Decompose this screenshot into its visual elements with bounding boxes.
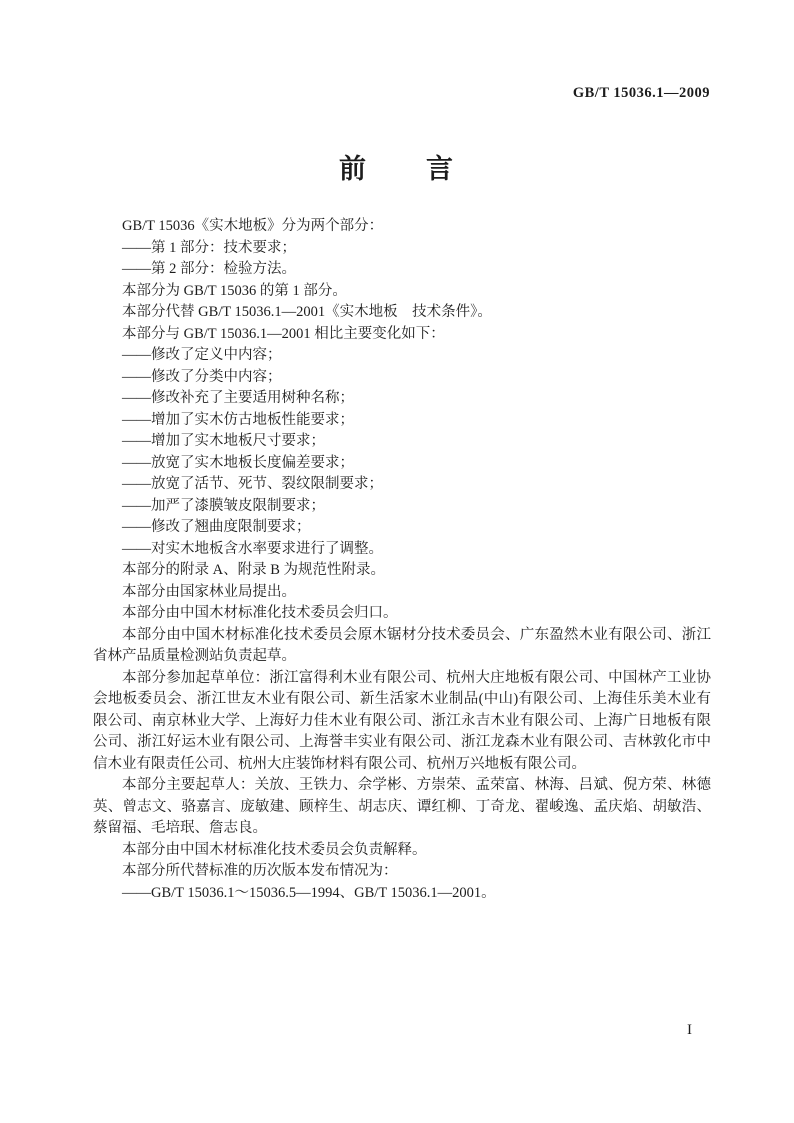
paragraph: ——放宽了活节、死节、裂纹限制要求； (122, 476, 383, 492)
paragraph: ——放宽了实木地板长度偏差要求； (122, 454, 354, 471)
paragraph: 本部分所代替标准的历次版本发布情况为： (122, 863, 398, 879)
paragraph: ——修改了分类中内容； (122, 368, 282, 385)
paragraph: 本部分与 GB/T 15036.1—2001 相比主要变化如下： (122, 325, 445, 342)
paragraph: ——加严了漆膜皱皮限制要求； (122, 497, 325, 514)
paragraph: GB/T 15036《实木地板》分为两个部分： (122, 218, 384, 234)
paragraph: ——第 2 部分：检验方法。 (122, 261, 296, 277)
paragraph: ——修改补充了主要适用树种名称； (122, 390, 354, 406)
paragraph: 本部分为 GB/T 15036 的第 1 部分。 (122, 282, 347, 299)
paragraph: ——修改了翘曲度限制要求； (122, 519, 311, 535)
paragraph: 本部分由国家林业局提出。 (122, 583, 296, 600)
paragraph: ——对实木地板含水率要求进行了调整。 (122, 540, 383, 557)
paragraph: 本部分的附录 A、附录 B 为规范性附录。 (122, 562, 386, 578)
page-title: 前 言 (339, 154, 455, 184)
paragraph: ——增加了实木地板尺寸要求； (122, 433, 325, 449)
paragraph: 本部分代替 GB/T 15036.1—2001《实木地板 技术条件》。 (122, 304, 492, 320)
paragraph: ——第 1 部分：技术要求； (122, 239, 296, 256)
paragraph: 本部分由中国木材标准化技术委员会原木锯材分技术委员会、广东盈然木业有限公司、浙江省林产品质量检测站负责起草。 (93, 626, 711, 664)
paragraph: 本部分主要起草人：关放、王铁力、佘学彬、方崇荣、孟荣富、林海、吕斌、倪方荣、林德英、曾志文、骆嘉言、庞敏建、顾梓生、胡志庆、谭红柳、丁奇龙、翟峻逸、孟庆焰、胡敏浩、蔡留福、毛培珉、詹志良。 (93, 777, 711, 836)
page-number: I (687, 1022, 692, 1038)
paragraph: 本部分由中国木材标准化技术委员会归口。 (122, 605, 398, 621)
paragraph: 本部分参加起草单位：浙江富得利木业有限公司、杭州大庄地板有限公司、中国林产工业协会地板委员会、浙江世友木业有限公司、新生活家木业制品(中山)有限公司、上海佳乐美木业有限公司、南京林业大学、上海好力佳木业有限公司、浙江永吉木业有限公司、上海广日地板有限公司、浙江好运木业有限公司、上海誉丰实业有限公司、浙江龙森木业有限公司、吉林敦化市中信木业有限责任公司、杭州大庄装饰材料有限公司、杭州万兴地板有限公司。 (93, 669, 711, 772)
paragraph: ——增加了实木仿古地板性能要求； (122, 411, 354, 428)
standard-number: GB/T 15036.1—2009 (572, 85, 710, 101)
paragraph: ——修改了定义中内容； (122, 347, 282, 363)
paragraph: 本部分由中国木材标准化技术委员会负责解释。 (122, 841, 427, 858)
paragraph: ——GB/T 15036.1～15036.5—1994、GB/T 15036.1—2001。 (122, 884, 496, 901)
document-body (93, 216, 711, 904)
